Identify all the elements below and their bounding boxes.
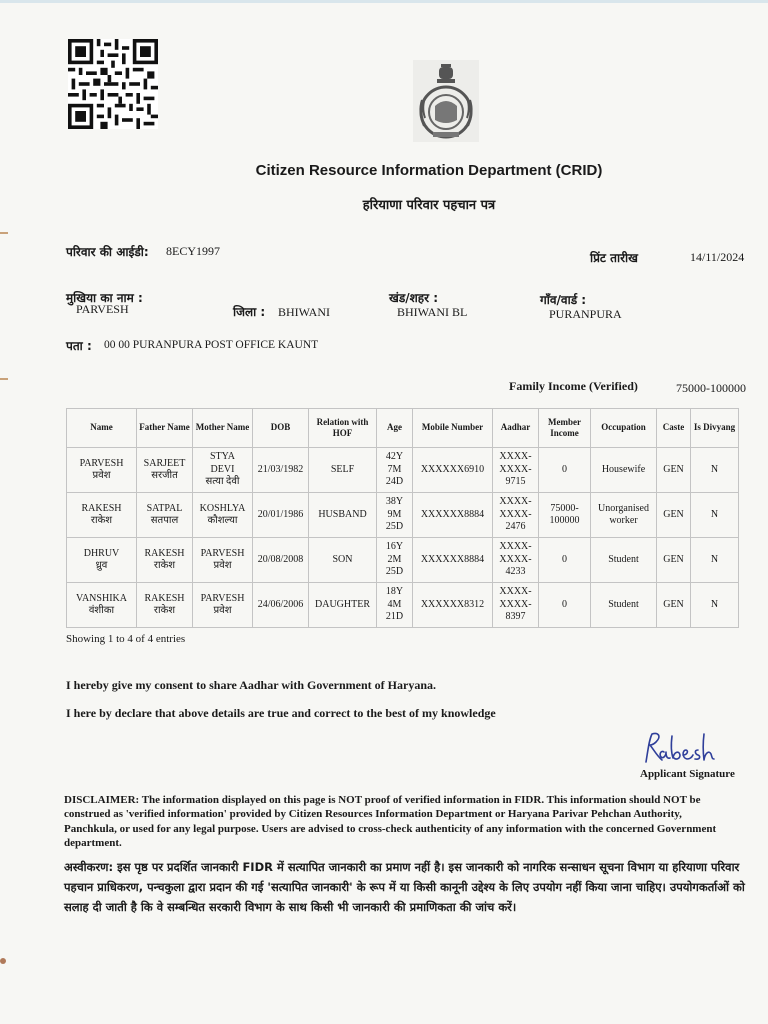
member-name-cell bbox=[67, 583, 137, 628]
column-header: Caste bbox=[657, 409, 691, 448]
relation-cell: HUSBAND bbox=[309, 493, 377, 538]
dob-cell: 20/01/1986 bbox=[253, 493, 309, 538]
father-name: RAKESH bbox=[144, 592, 185, 604]
age-cell: 16Y 2M 25D bbox=[377, 538, 413, 583]
address-label: पता : bbox=[66, 339, 92, 353]
family-members-table bbox=[66, 408, 739, 628]
aadhar-cell: XXXX-XXXX-9715 bbox=[493, 448, 539, 493]
occupation-cell: Student bbox=[591, 538, 657, 583]
applicant-signature-label: Applicant Signature bbox=[640, 768, 735, 780]
table-row bbox=[67, 583, 739, 628]
occupation-cell: Unorganised worker bbox=[591, 493, 657, 538]
mother-name-cell bbox=[193, 493, 253, 538]
relation-cell: SELF bbox=[309, 448, 377, 493]
member-name-hindi: वंशीका bbox=[88, 605, 115, 616]
village-value: PURANPURA bbox=[549, 307, 622, 321]
district-value: BHIWANI bbox=[278, 305, 330, 319]
father-name-cell bbox=[137, 538, 193, 583]
mobile-cell: XXXXXX8312 bbox=[413, 583, 493, 628]
table-row bbox=[67, 493, 739, 538]
column-header: DOB bbox=[253, 409, 309, 448]
occupation-cell: Student bbox=[591, 583, 657, 628]
aadhar-consent-text: I hereby give my consent to share Aadhar with Government of Haryana. bbox=[66, 678, 436, 692]
block-label: खंड/शहर : bbox=[389, 291, 439, 305]
caste-cell: GEN bbox=[657, 493, 691, 538]
block-value: BHIWANI BL bbox=[397, 305, 468, 319]
disclaimer-english: DISCLAIMER: The information displayed on this page is NOT proof of verified information in FIDR. This information should NOT be construed as 'verified information' provided by Citizen Resources Information Department or Haryana Parivar Pehchan Authority, Panchkula, or used for any legal purpose. Users are advised to cross-check authenticity of any information with the concerned Government department. bbox=[64, 794, 717, 849]
member-name-hindi: प्रवेश bbox=[92, 470, 111, 481]
father-name-hindi: राकेश bbox=[153, 605, 176, 616]
family-id-value: 8ECY1997 bbox=[166, 244, 220, 258]
father-name-cell bbox=[137, 493, 193, 538]
qr-code-icon bbox=[68, 38, 158, 130]
column-header: Occupation bbox=[591, 409, 657, 448]
father-name: SATPAL bbox=[146, 502, 183, 514]
aadhar-cell: XXXX-XXXX-2476 bbox=[493, 493, 539, 538]
head-name-value: PARVESH bbox=[76, 302, 129, 316]
scan-margin-mark bbox=[0, 378, 8, 380]
father-name: RAKESH bbox=[144, 547, 185, 559]
column-header: Relation with HOF bbox=[309, 409, 377, 448]
mother-name-hindi: प्रवेश bbox=[213, 560, 232, 571]
age-cell: 38Y 9M 25D bbox=[377, 493, 413, 538]
entries-count: Showing 1 to 4 of 4 entries bbox=[66, 633, 186, 645]
aadhar-cell: XXXX-XXXX-8397 bbox=[493, 583, 539, 628]
member-income-cell: 0 bbox=[539, 538, 591, 583]
occupation-cell: Housewife bbox=[591, 448, 657, 493]
caste-cell: GEN bbox=[657, 538, 691, 583]
mobile-cell: XXXXXX8884 bbox=[413, 538, 493, 583]
father-name-hindi: सरजीत bbox=[151, 470, 178, 481]
mother-name-cell bbox=[193, 538, 253, 583]
mother-name-cell bbox=[193, 583, 253, 628]
member-income-cell: 0 bbox=[539, 448, 591, 493]
village-label: गाँव/वार्ड : bbox=[540, 293, 587, 307]
column-header: Member Income bbox=[539, 409, 591, 448]
mother-name: PARVESH bbox=[200, 592, 245, 604]
member-name: DHRUV bbox=[83, 547, 120, 559]
dob-cell: 20/08/2008 bbox=[253, 538, 309, 583]
father-name-cell bbox=[137, 448, 193, 493]
mother-name-cell bbox=[193, 448, 253, 493]
mother-name: KOSHLYA bbox=[199, 502, 246, 514]
applicant-signature bbox=[640, 728, 720, 768]
aadhar-cell: XXXX-XXXX-4233 bbox=[493, 538, 539, 583]
column-header: Age bbox=[377, 409, 413, 448]
father-name: SARJEET bbox=[143, 457, 186, 469]
haryana-emblem-icon bbox=[413, 60, 479, 142]
mobile-cell: XXXXXX6910 bbox=[413, 448, 493, 493]
column-header: Mobile Number bbox=[413, 409, 493, 448]
address-value: 00 00 PURANPURA POST OFFICE KAUNT bbox=[104, 339, 319, 351]
declaration-text: I here by declare that above details are true and correct to the best of my knowledge bbox=[66, 706, 496, 720]
column-header: Mother Name bbox=[193, 409, 253, 448]
relation-cell: DAUGHTER bbox=[309, 583, 377, 628]
member-name-hindi: राकेश bbox=[90, 515, 113, 526]
family-income-label: Family Income (Verified) bbox=[509, 379, 638, 393]
divyang-cell: N bbox=[691, 493, 739, 538]
scan-margin-mark bbox=[0, 958, 6, 964]
mobile-cell: XXXXXX8884 bbox=[413, 493, 493, 538]
age-cell: 18Y 4M 21D bbox=[377, 583, 413, 628]
member-name-cell bbox=[67, 538, 137, 583]
caste-cell: GEN bbox=[657, 583, 691, 628]
family-id-label: परिवार की आईडी: bbox=[66, 245, 149, 259]
page-title: Citizen Resource Information Department (CRID) bbox=[255, 162, 603, 179]
mother-name-hindi: प्रवेश bbox=[213, 605, 232, 616]
mother-name-hindi: सत्या देवी bbox=[205, 476, 240, 488]
member-name: PARVESH bbox=[79, 457, 124, 469]
father-name-cell bbox=[137, 583, 193, 628]
member-name-cell bbox=[67, 493, 137, 538]
mother-name-hindi: कौशल्या bbox=[207, 515, 238, 526]
father-name-hindi: सतपाल bbox=[150, 515, 179, 526]
table-header-row bbox=[67, 409, 739, 448]
divyang-cell: N bbox=[691, 448, 739, 493]
page-subtitle: हरियाणा परिवार पहचान पत्र bbox=[362, 198, 496, 213]
column-header: Father Name bbox=[137, 409, 193, 448]
relation-cell: SON bbox=[309, 538, 377, 583]
disclaimer-hindi: अस्वीकरण: इस पृष्ठ पर प्रदर्शित जानकारी FIDR में सत्यापित जानकारी का प्रमाण नहीं है। इस जानकारी को नागरिक सन्साधन सूचना विभाग या हरियाणा परिवार पहचान प्राधिकरण, पन्चकुला द्वारा प्रदान की गई 'सत्यापित जानकारी' के रूप में या किसी कानूनी उद्देश्य के लिए उपयोग नहीं किया जाना चाहिए। उपयोगकर्ताओं को सलाह दी जाती है कि वे सम्बन्धित सरकारी विभाग के साथ किसी भी जानकारी की प्रमाणिकता की जांच करें। bbox=[64, 860, 745, 915]
scan-margin-mark bbox=[0, 232, 8, 234]
dob-cell: 21/03/1982 bbox=[253, 448, 309, 493]
member-income-cell: 0 bbox=[539, 583, 591, 628]
print-date-value: 14/11/2024 bbox=[690, 250, 745, 264]
member-income-cell: 75000-100000 bbox=[539, 493, 591, 538]
table-row bbox=[67, 538, 739, 583]
family-income-value: 75000-100000 bbox=[676, 381, 746, 395]
print-date-label: प्रिंट तारीख bbox=[590, 251, 638, 265]
table-row bbox=[67, 448, 739, 493]
divyang-cell: N bbox=[691, 538, 739, 583]
caste-cell: GEN bbox=[657, 448, 691, 493]
district-label: जिला : bbox=[233, 305, 266, 319]
father-name-hindi: राकेश bbox=[153, 560, 176, 571]
member-name: RAKESH bbox=[81, 502, 122, 514]
mother-name: STYA DEVI bbox=[209, 451, 235, 475]
column-header: Name bbox=[67, 409, 137, 448]
column-header: Is Divyang bbox=[691, 409, 739, 448]
top-edge-line bbox=[0, 0, 768, 3]
dob-cell: 24/06/2006 bbox=[253, 583, 309, 628]
mother-name: PARVESH bbox=[200, 547, 245, 559]
age-cell: 42Y 7M 24D bbox=[377, 448, 413, 493]
head-name-label: मुखिया का नाम : bbox=[66, 291, 143, 305]
member-name-hindi: ध्रुव bbox=[95, 560, 108, 571]
column-header: Aadhar bbox=[493, 409, 539, 448]
member-name: VANSHIKA bbox=[76, 592, 127, 604]
divyang-cell: N bbox=[691, 583, 739, 628]
member-name-cell bbox=[67, 448, 137, 493]
